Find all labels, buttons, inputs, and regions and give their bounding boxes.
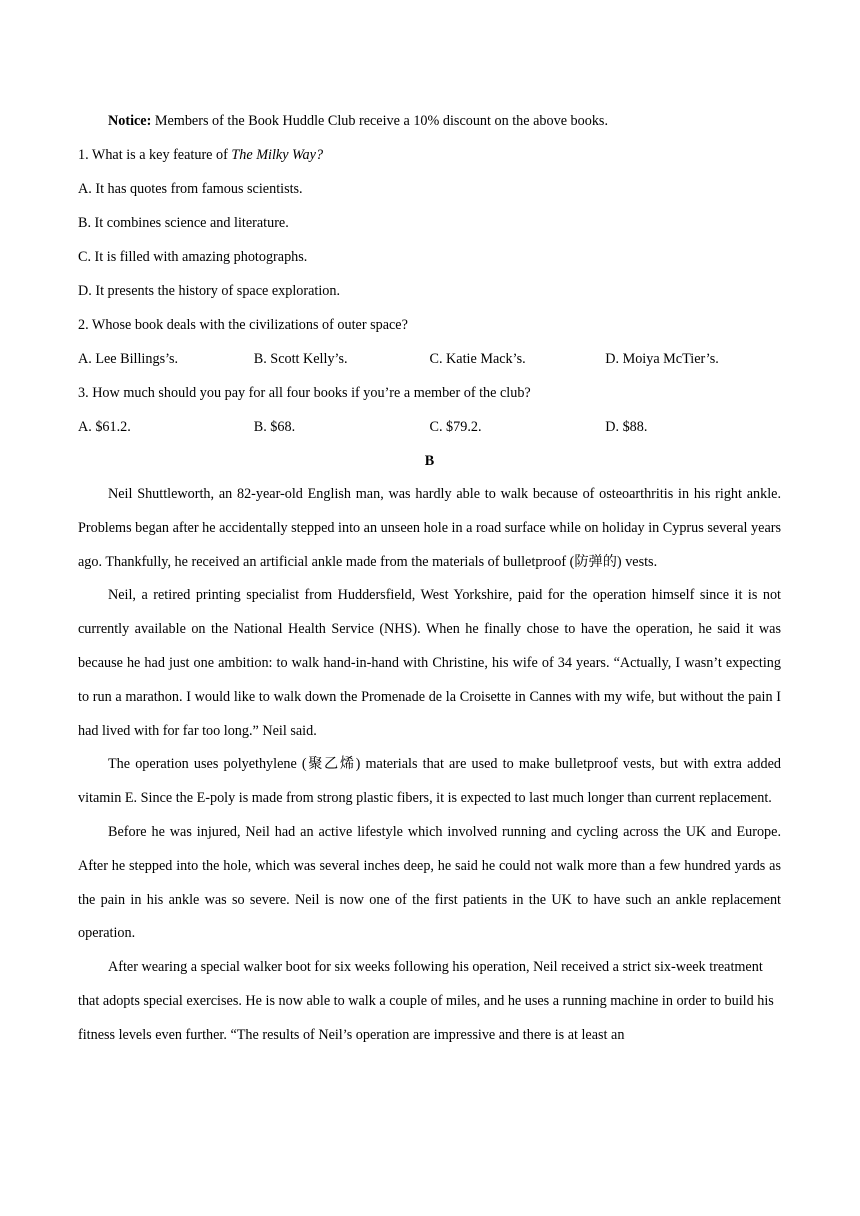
question-2-option-b: B. Scott Kelly’s. [253, 351, 348, 367]
notice-text: Members of the Book Huddle Club receive a 10% discount on the above books. [151, 113, 608, 129]
notice-line [78, 104, 781, 138]
passage-paragraph-3: The operation uses polyethylene (聚乙烯) materials that are used to make bulletproof vests, but with extra added vitamin E. Since the E-poly is made from strong plastic fibers, it is expected to last much longer than current replacement. [78, 756, 781, 807]
passage-body [78, 478, 781, 1053]
question-3-option-d: D. $88. [605, 419, 648, 435]
question-2-option-d: D. Moiya McTier’s. [605, 351, 719, 367]
question-2-option-c: C. Katie Mack’s. [429, 351, 526, 367]
question-3-option-a: A. $61.2. [78, 419, 131, 435]
question-1-stem-text: 1. What is a key feature of [78, 147, 232, 163]
passage-paragraph-4: Before he was injured, Neil had an active lifestyle which involved running and cycling across the UK and Europe. After he stepped into the hole, which was several inches deep, he said he could not walk more than a few hundred yards as the pain in his ankle was so severe. Neil is now one of the first patients in the UK to have such an ankle replacement operation. [78, 823, 781, 942]
question-3-option-c: C. $79.2. [429, 419, 482, 435]
question-1-option-b: B. It combines science and literature. [78, 215, 289, 231]
passage-paragraph-2: Neil, a retired printing specialist from Huddersfield, West Yorkshire, paid for the operation himself since it is not currently available on the National Health Service (NHS). When he finally chose to have the operation, he said it was because he had just one ambition: to walk hand-in-hand with Christine, his wife of 34 years. “Actually, I wasn’t expecting to run a marathon. I would like to walk down the Promenade de la Croisette in Cannes with my wife, but without the pain I had lived with for far too long.” Neil said. [78, 587, 781, 739]
question-3-options [78, 410, 781, 444]
question-2-option-a: A. Lee Billings’s. [78, 351, 179, 367]
question-1-option-d: D. It presents the history of space exploration. [78, 283, 341, 299]
passage-paragraph-1: Neil Shuttleworth, an 82-year-old English man, was hardly able to walk because of osteoarthritis in his right ankle. Problems began after he accidentally stepped into an unseen hole in a road surface while on holiday in Cyprus several years ago. Thankfully, he received an artificial ankle made from the materials of bulletproof (防弹的) vests. [78, 486, 781, 570]
question-1-option-a: A. It has quotes from famous scientists. [78, 181, 303, 197]
section-heading: B [424, 453, 435, 469]
passage-paragraph-5: After wearing a special walker boot for six weeks following his operation, Neil received a strict six-week treatment that adopts special exercises. He is now able to walk a couple of miles, and he uses a running machine in order to build his fitness levels even further. “The results of Neil’s operation are impressive and there is at least an [78, 959, 774, 1043]
question-2-options [78, 342, 781, 376]
question-1-option-c: C. It is filled with amazing photographs. [78, 249, 308, 265]
question-2-stem: 2. Whose book deals with the civilizations of outer space? [78, 317, 408, 333]
notice-label: Notice: [108, 113, 152, 129]
document-page [78, 104, 781, 1053]
question-3-stem: 3. How much should you pay for all four books if you’re a member of the club? [78, 385, 531, 401]
book-title: The Milky Way? [231, 147, 324, 163]
question-3-option-b: B. $68. [253, 419, 296, 435]
question-1-stem [78, 138, 781, 172]
